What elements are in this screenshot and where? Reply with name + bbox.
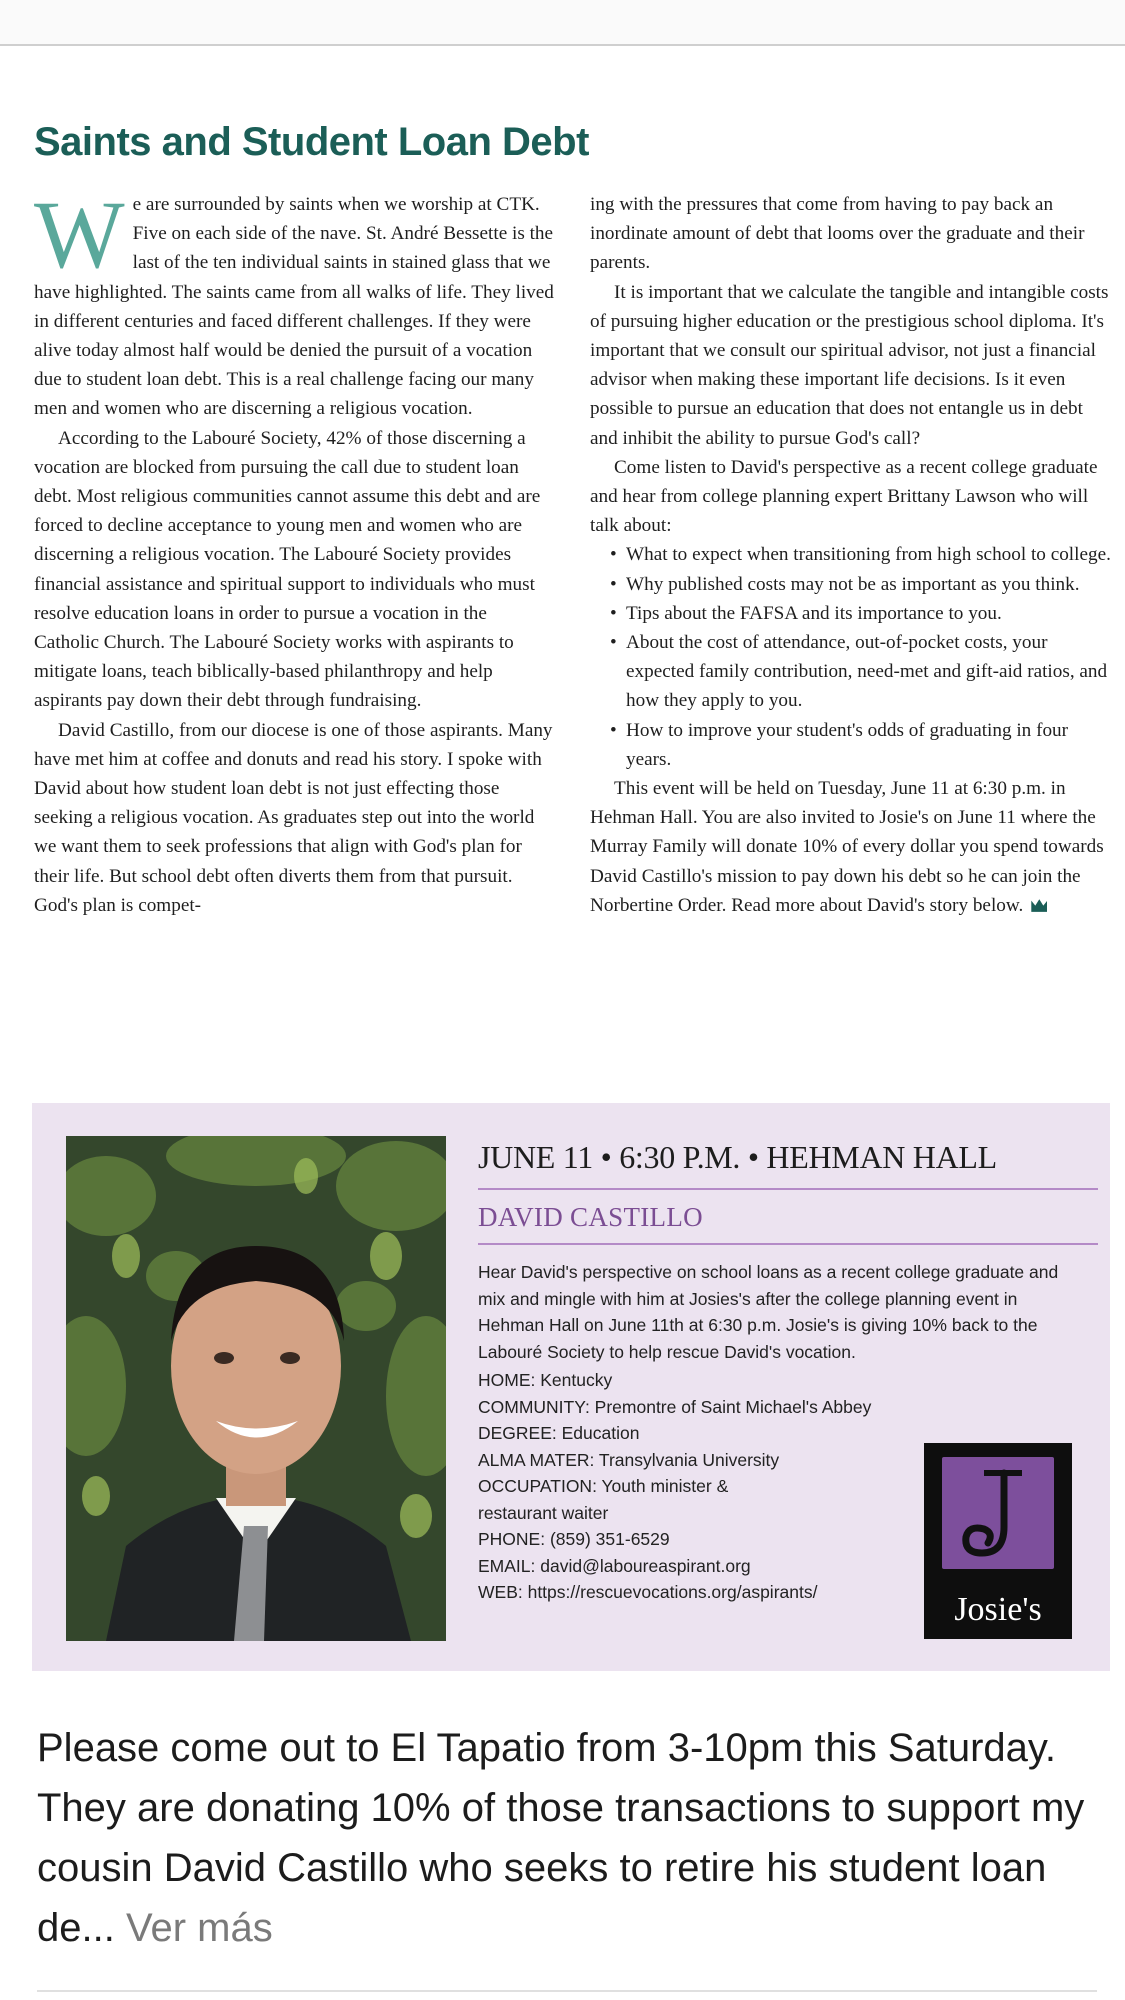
article-title: Saints and Student Loan Debt bbox=[34, 120, 589, 164]
detail-occupation: OCCUPATION: Youth minister & restaurant waiter bbox=[478, 1476, 729, 1523]
list-item: • How to improve your student's odds of graduating in four years. bbox=[610, 716, 1115, 774]
list-item: • Tips about the FAFSA and its importance to you. bbox=[610, 599, 1115, 628]
detail-home: HOME: Kentucky bbox=[478, 1370, 613, 1390]
detail-degree: DEGREE: Education bbox=[478, 1423, 640, 1443]
left-paragraph-1: We are surrounded by saints when we worship at CTK. Five on each side of the nave. St. André Bessette is the last of the ten individual saints in stained glass that we have highlighted. The saints came from all walks of life. They lived in different centuries and faced different challenges. If they were alive today almost half would be denied the pursuit of a vocation due to student loan debt. This is a real challenge facing our many men and women who are discerning a religious vocation. bbox=[34, 181, 554, 420]
right-paragraph-2: It is important that we calculate the tangible and intangible costs of pursuing higher education or the prestigious school diploma. It's important that we consult our spiritual advisor, not just a financial advisor when making these important life decisions. Is it even possible to pursue an education that does not entangle us in debt and inhibit the ability to pursue God's call? bbox=[590, 281, 1109, 449]
event-panel bbox=[32, 1103, 1110, 1671]
detail-community: COMMUNITY: Premontre of Saint Michael's Abbey bbox=[478, 1396, 872, 1417]
drop-cap: W bbox=[34, 181, 125, 288]
post-caption bbox=[37, 1718, 1097, 1958]
article-column-left bbox=[34, 181, 554, 920]
detail-web: WEB: https://rescuevocations.org/aspirants/ bbox=[478, 1582, 818, 1602]
josies-logo bbox=[924, 1443, 1072, 1639]
josies-logo-name: Josie's bbox=[954, 1591, 1042, 1628]
cropped-header-text bbox=[0, 0, 1125, 12]
post-caption-text: Please come out to El Tapatio from 3-10pm this Saturday. They are donating 10% of those transactions to support my cousin David Castillo who seeks to retire his student loan de... bbox=[37, 1726, 1085, 1950]
right-paragraph-4: This event will be held on Tuesday, June 11 at 6:30 p.m. in Hehman Hall. You are also invited to Josie's on June 11 where the Murray Family will donate 10% of every dollar you spend towards David Castillo's mission to pay down his debt so he can join the Norbertine Order. Read more about David's story below. bbox=[590, 778, 1104, 916]
aspirant-description: Hear David's perspective on school loans as a recent college graduate and mix and mingle with him at Josies's after the college planning event in Hehman Hall on June 11th at 6:30 p.m. Josie's is giving 10% back to the Labouré Society to help rescue David's vocation. bbox=[478, 1262, 1059, 1362]
detail-alma-mater: ALMA MATER: Transylvania University bbox=[478, 1449, 780, 1470]
josies-logo-mark bbox=[942, 1457, 1054, 1569]
aspirant-name: DAVID CASTILLO bbox=[478, 1202, 703, 1232]
event-date-time-location: JUNE 11 • 6:30 P.M. • HEHMAN HALL bbox=[478, 1139, 997, 1175]
list-item: • Why published costs may not be as important as you think. bbox=[610, 570, 1115, 599]
crown-end-icon bbox=[1031, 898, 1047, 912]
topic-list bbox=[590, 540, 1115, 774]
article-column-right bbox=[590, 190, 1115, 920]
right-paragraph-3: Come listen to David's perspective as a recent college graduate and hear from college planning expert Brittany Lawson who will talk about: bbox=[590, 456, 1098, 537]
david-castillo-photo bbox=[66, 1136, 446, 1641]
see-more-link[interactable]: Ver más bbox=[125, 1906, 273, 1950]
divider bbox=[37, 1990, 1097, 1992]
divider bbox=[478, 1243, 1098, 1245]
left-paragraph-2: According to the Labouré Society, 42% of those discerning a vocation are blocked from pursuing the call due to student loan debt. Most religious communities cannot assume this debt and are forced to decline acceptance to young men and women who are discerning a religious vocation. The Labouré Society provides financial assistance and spiritual support to individuals who must resolve education loans in order to pursue a vocation in the Catholic Church. The Labouré Society works with aspirants to mitigate loans, teach biblically-based philanthropy and help aspirants pay down their debt through fundraising. bbox=[34, 427, 541, 712]
right-paragraph-1: ing with the pressures that come from having to pay back an inordinate amount of debt that looms over the graduate and their parents. bbox=[590, 194, 1085, 274]
detail-email: EMAIL: david@laboureaspirant.org bbox=[478, 1555, 751, 1576]
list-item: • What to expect when transitioning from high school to college. bbox=[610, 540, 1115, 569]
detail-phone: PHONE: (859) 351-6529 bbox=[478, 1529, 670, 1549]
list-item: • About the cost of attendance, out-of-pocket costs, your expected family contribution, need-met and gift-aid ratios, and how they apply to you. bbox=[610, 628, 1115, 716]
left-paragraph-3: David Castillo, from our diocese is one of those aspirants. Many have met him at coffee and donuts and read his story. I spoke with David about how student loan debt is not just effecting those seeking a religious vocation. As graduates step out into the world we want them to seek professions that align with God's plan for their life. But school debt often diverts them from that pursuit. God's plan is compet- bbox=[34, 719, 553, 916]
top-bar bbox=[0, 0, 1125, 46]
